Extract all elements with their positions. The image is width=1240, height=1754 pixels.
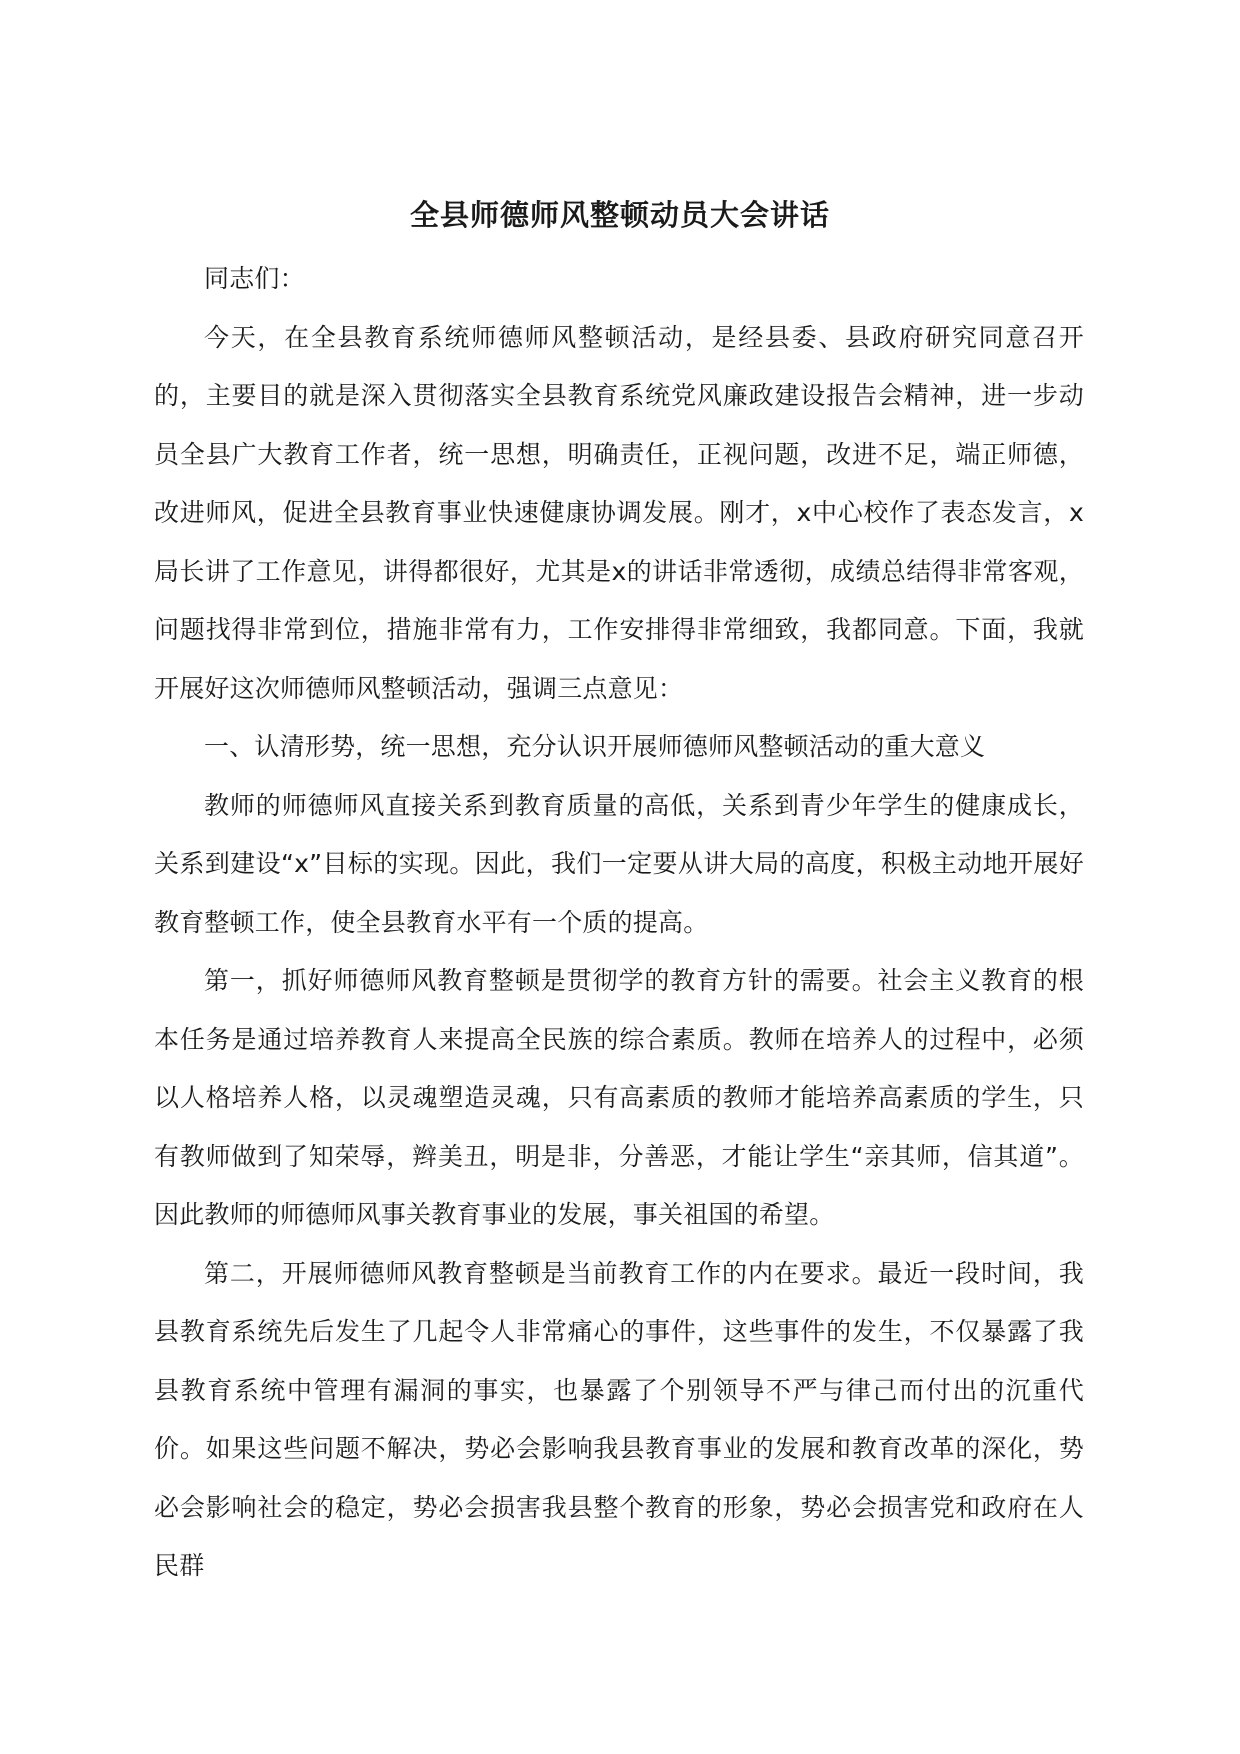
body-paragraph: 第一，抓好师德师风教育整顿是贯彻学的教育方针的需要。社会主义教育的根本任务是通过培养教育人来提高全民族的综合素质。教师在培养人的过程中，必须以人格培养人格，以灵魂塑造灵魂，只有高素质的教师才能培养高素质的学生，只有教师做到了知荣辱，辫美丑，明是非，分善恶，才能让学生“亲其师，信其道”。因此教师的师德师风事关教育事业的发展，事关祖国的希望。 xyxy=(154,966,1084,1229)
section-heading: 一、认清形势，统一思想，充分认识开展师德师风整顿活动的重大意义 xyxy=(204,732,986,761)
document-title: 全县师德师风整顿动员大会讲话 xyxy=(409,198,830,232)
salutation-paragraph: 同志们： xyxy=(204,264,305,293)
body-paragraph: 第二，开展师德师风教育整顿是当前教育工作的内在要求。最近一段时间，我县教育系统先后发生了几起令人非常痛心的事件，这些事件的发生，不仅暴露了我县教育系统中管理有漏洞的事实，也暴露了个别领导不严与律己而付出的沉重代价。如果这些问题不解决，势必会影响我县教育事业的发展和教育改革的深化，势必会影响社会的稳定，势必会损害我县整个教育的形象，势必会损害党和政府在人民群 xyxy=(154,1258,1084,1580)
body-paragraph: 今天，在全县教育系统师德师风整顿活动，是经县委、县政府研究同意召开的，主要目的就是深入贯彻落实全县教育系统党风廉政建设报告会精神，进一步动员全县广大教育工作者，统一思想，明确责任，正视问题，改进不足，端正师德，改进师风，促进全县教育事业快速健康协调发展。刚才，x中心校作了表态发言，x局长讲了工作意见，讲得都很好，尤其是x的讲话非常透彻，成绩总结得非常客观，问题找得非常到位，措施非常有力，工作安排得非常细致，我都同意。下面，我就开展好这次师德师风整顿活动，强调三点意见： xyxy=(154,322,1084,703)
body-paragraph: 教师的师德师风直接关系到教育质量的高低，关系到青少年学生的健康成长，关系到建设“x”目标的实现。因此，我们一定要从讲大局的高度，积极主动地开展好教育整顿工作，使全县教育水平有一个质的提高。 xyxy=(154,790,1084,937)
document-body xyxy=(154,250,1084,1596)
